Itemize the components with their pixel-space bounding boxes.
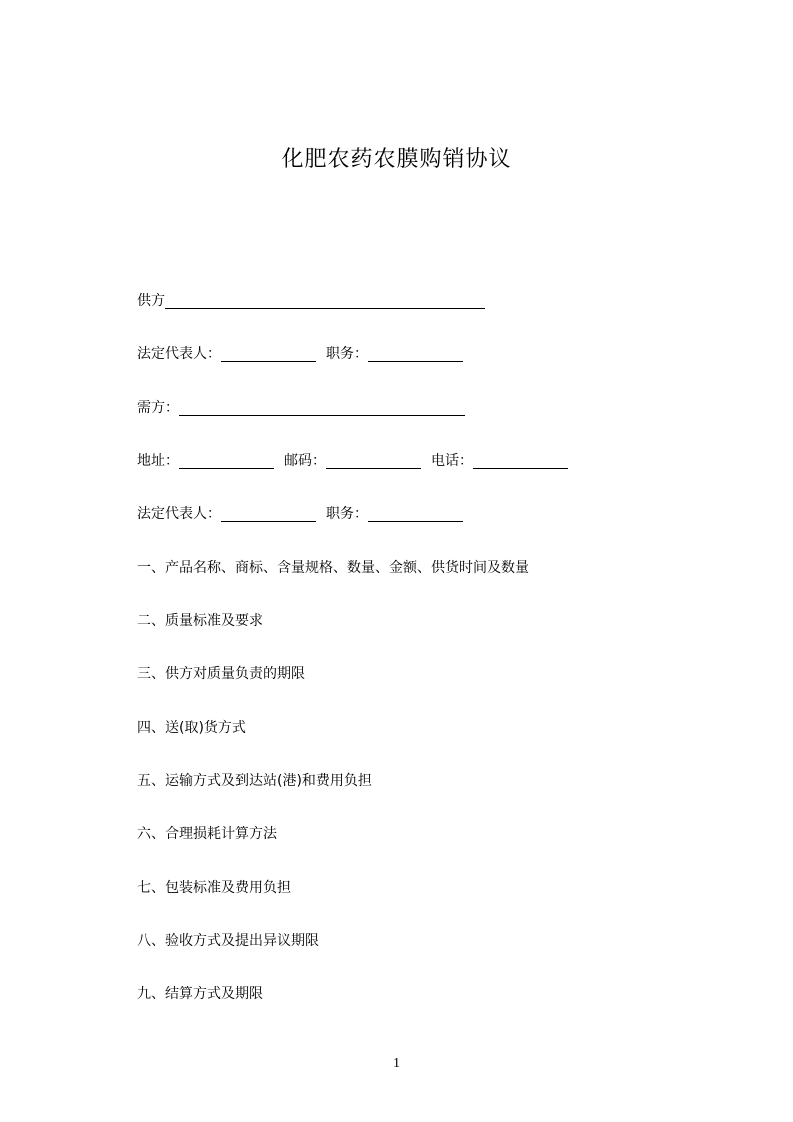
supplier-legal-rep-line bbox=[137, 344, 463, 364]
section-heading: 七、包装标准及费用负担 bbox=[137, 880, 291, 896]
section-heading: 三、供方对质量负责的期限 bbox=[137, 666, 305, 682]
address-blank[interactable] bbox=[179, 452, 274, 469]
section-heading: 四、送(取)货方式 bbox=[137, 720, 246, 736]
phone-blank[interactable] bbox=[473, 452, 568, 469]
phone-label: 电话： bbox=[431, 453, 473, 469]
supplier-line bbox=[137, 291, 485, 311]
buyer-legal-rep-line bbox=[137, 504, 463, 524]
position-label: 职务： bbox=[326, 346, 368, 362]
section-heading: 二、质量标准及要求 bbox=[137, 613, 263, 629]
supplier-blank[interactable] bbox=[165, 292, 485, 309]
position-blank[interactable] bbox=[368, 345, 463, 362]
legal-rep-label: 法定代表人： bbox=[137, 346, 221, 362]
postcode-blank[interactable] bbox=[326, 452, 421, 469]
buyer-line bbox=[137, 398, 465, 418]
position-blank-2[interactable] bbox=[368, 505, 463, 522]
legal-rep-blank-2[interactable] bbox=[221, 505, 316, 522]
section-heading: 五、运输方式及到达站(港)和费用负担 bbox=[137, 773, 372, 789]
address-line bbox=[137, 451, 568, 471]
legal-rep-label-2: 法定代表人： bbox=[137, 506, 221, 522]
page-number: 1 bbox=[393, 1056, 400, 1071]
position-label-2: 职务： bbox=[326, 506, 368, 522]
supplier-label: 供方 bbox=[137, 293, 165, 309]
section-heading: 一、产品名称、商标、含量规格、数量、金额、供货时间及数量 bbox=[137, 560, 529, 576]
buyer-blank[interactable] bbox=[179, 399, 465, 416]
section-heading: 八、验收方式及提出异议期限 bbox=[137, 933, 319, 949]
section-heading: 六、合理损耗计算方法 bbox=[137, 826, 277, 842]
address-label: 地址： bbox=[137, 453, 179, 469]
buyer-label: 需方： bbox=[137, 400, 179, 416]
postcode-label: 邮码： bbox=[284, 453, 326, 469]
section-heading: 九、结算方式及期限 bbox=[137, 986, 263, 1002]
legal-rep-blank[interactable] bbox=[221, 345, 316, 362]
document-title: 化肥农药农膜购销协议 bbox=[281, 147, 512, 172]
